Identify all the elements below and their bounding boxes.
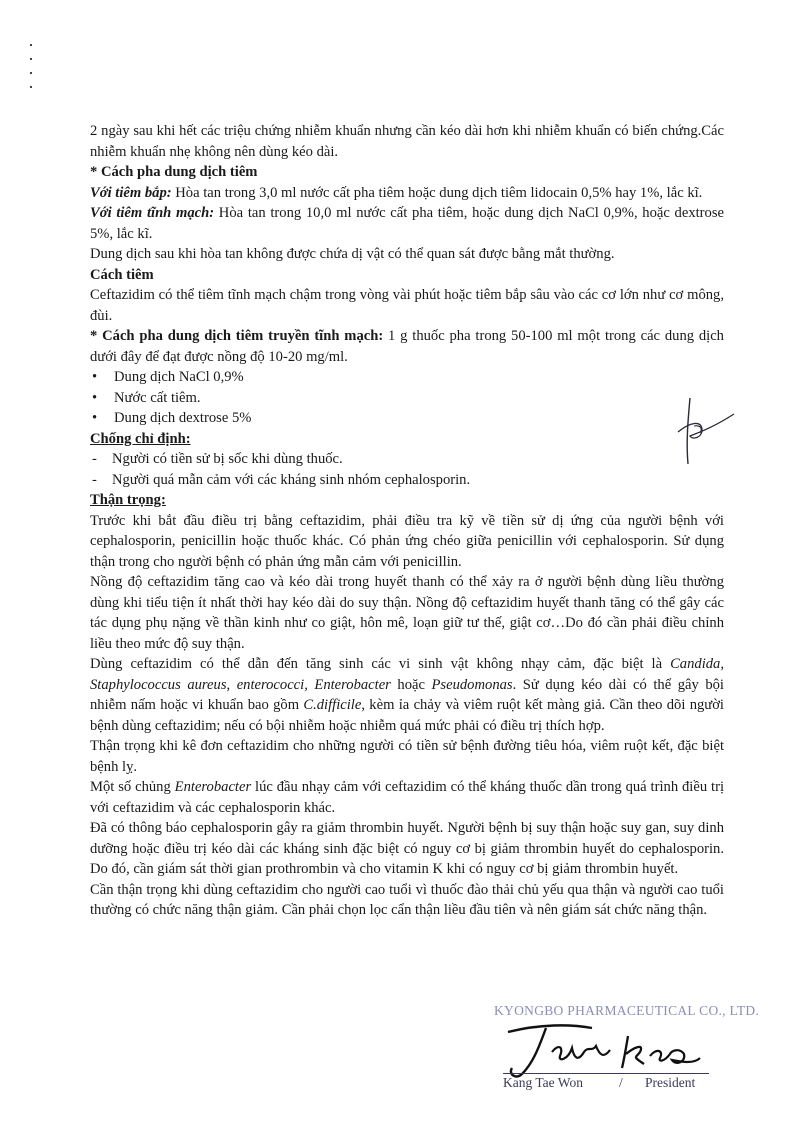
paragraph-precaution-7: Cần thận trọng khi dùng ceftazidim cho người cao tuổi vì thuốc đào thải chủ yếu qua thận và người cao tuổi thường có chức năng thận giảm. Cần phải chọn lọc cẩn thận liều đầu tiên và nên giám sát chức năng thận. [90,881,724,918]
margin-dot [30,72,32,74]
text-segment: , kèm ỉa chảy và viêm ruột kết màng giả. Cần theo dõi người bệnh dùng ceftazidim; nếu có bội nhiễm hoặc nhiễm quá mức phải có điều trị thích hợp. [90,697,724,734]
margin-dot [30,86,32,88]
label-infusion: * Cách pha dung dịch tiêm truyền tĩnh mạch: [90,328,384,344]
list-item: • Nước cất tiêm. [90,388,724,409]
heading-preparation: * Cách pha dung dịch tiêm [90,164,258,180]
text-segment: lúc đầu nhạy cảm với ceftazidim có thể kháng thuốc dần trong quá trình điều trị với ceftazidim và các cephalosporin khác. [90,779,724,816]
signatory-title: President [645,1075,696,1090]
margin-dot [30,58,32,60]
paragraph-precaution-5 [90,777,724,818]
heading-precautions: Thận trọng: [90,492,166,508]
document-body [90,121,724,921]
label-intramuscular: Với tiêm bắp: [90,184,172,201]
stamp-divider [503,1073,709,1074]
paragraph-solution: Dung dịch sau khi hòa tan không được chứa dị vật có thể quan sát được bằng mắt thường. [90,246,615,262]
list-item: • Dung dịch dextrose 5% [90,408,724,429]
signatory-name: Kang Tae Won [503,1075,583,1090]
text-segment: Một số chủng [90,779,175,795]
text-segment: Dùng ceftazidim có thể dẫn đến tăng sinh các vi sinh vật không nhạy cảm, đặc biệt là [90,656,671,672]
italic-organism: C.difficile [303,697,362,713]
list-item: • Dung dịch NaCl 0,9% [90,367,724,388]
text-intravenous: Hòa tan trong 10,0 ml nước cất pha tiêm, hoặc dung dịch NaCl 0,9%, hoặc dextrose 5%, lắc kĩ. [90,205,724,242]
label-intravenous: Với tiêm tĩnh mạch: [90,205,215,221]
list-item: - Người có tiền sử bị sốc khi dùng thuốc. [90,449,724,470]
contraindication-list [90,449,724,490]
paragraph-intramuscular [90,183,724,204]
paragraph-injection: Ceftazidim có thể tiêm tĩnh mạch chậm trong vòng vài phút hoặc tiêm bắp sâu vào các cơ lớn như cơ mông, đùi. [90,287,724,324]
text-segment: hoặc [390,676,432,693]
italic-organism: Enterobacter [174,779,252,795]
paragraph-precaution-1: Trước khi bắt đầu điều trị bằng ceftazidim, phải điều tra kỹ về tiền sử dị ứng của người bệnh với cephalosporin, penicillin hoặc thuốc khác. Có phản ứng chéo giữa penicillin với cephalosporin. Sử dụng thận trong cho người bệnh có phản ứng mẫn cảm với penicillin. [90,512,724,570]
company-stamp-name: KYONGBO PHARMACEUTICAL CO., LTD. [494,1003,760,1018]
paragraph-precaution-2: Nồng độ ceftazidim tăng cao và kéo dài trong huyết thanh có thể xảy ra ở người bệnh dùng liều thường dùng khi tiểu tiện ít nhất thời hay kéo dài do suy thận. Nồng độ ceftazidim huyết thanh tăng có thể gây các tác dụng phụ nặng về thần kinh như co giật, hôn mê, loạn giữ tư thế, giật cơ…Do đó cần phải điều chỉnh liều theo mức độ suy thận. [90,574,724,652]
italic-organisms: Candida, Staphylococcus aureus, enterococci, Enterobacter [90,656,724,693]
text-infusion: 1 g thuốc pha trong 50-100 ml một trong các dung dịch dưới đây để đạt được nồng độ 10-20 mg/ml. [90,328,724,365]
margin-dots [30,44,32,100]
paragraph-precaution-6: Đã có thông báo cephalosporin gây ra giảm thrombin huyết. Người bệnh bị suy thận hoặc suy gan, suy dinh dưỡng hoặc điều trị kéo dài các kháng sinh đặc biệt có nguy cơ bị giảm thrombin huyết do cephalosporin. Do đó, cần giám sát thời gian prothrombin và cho vitamin K khi có nguy cơ bị giảm thrombin huyết. [90,820,724,877]
text-segment: . Sử dụng kéo dài có thể gây bội nhiễm nấm hoặc vi khuẩn bao gồm [90,676,724,713]
paragraph-intravenous [90,203,724,244]
paragraph-precaution-4: Thận trọng khi kê đơn ceftazidim cho những người có tiền sử bệnh đường tiêu hóa, viêm ruột kết, đặc biệt bệnh lỵ. [90,738,724,775]
margin-dot [30,44,32,46]
handwritten-initials [672,392,742,472]
paragraph-intro: 2 ngày sau khi hết các triệu chứng nhiễm khuẩn nhưng cần kéo dài hơn khi nhiễm khuẩn có biến chứng.Các nhiễm khuẩn nhẹ không nên dùng kéo dài. [90,123,724,160]
paragraph-precaution-3 [90,654,724,736]
text-intramuscular: Hòa tan trong 3,0 ml nước cất pha tiêm hoặc dung dịch tiêm lidocain 0,5% hay 1%, lắc kĩ. [171,184,703,201]
stamp-separator: / [619,1075,623,1090]
paragraph-infusion [90,326,724,367]
heading-contraindications: Chống chỉ định: [90,430,191,447]
solution-list [90,367,724,429]
heading-injection: Cách tiêm [90,266,154,283]
italic-organism: Pseudomonas [431,676,513,693]
list-item: - Người quá mẫn cảm với các kháng sinh nhóm cephalosporin. [90,470,724,491]
